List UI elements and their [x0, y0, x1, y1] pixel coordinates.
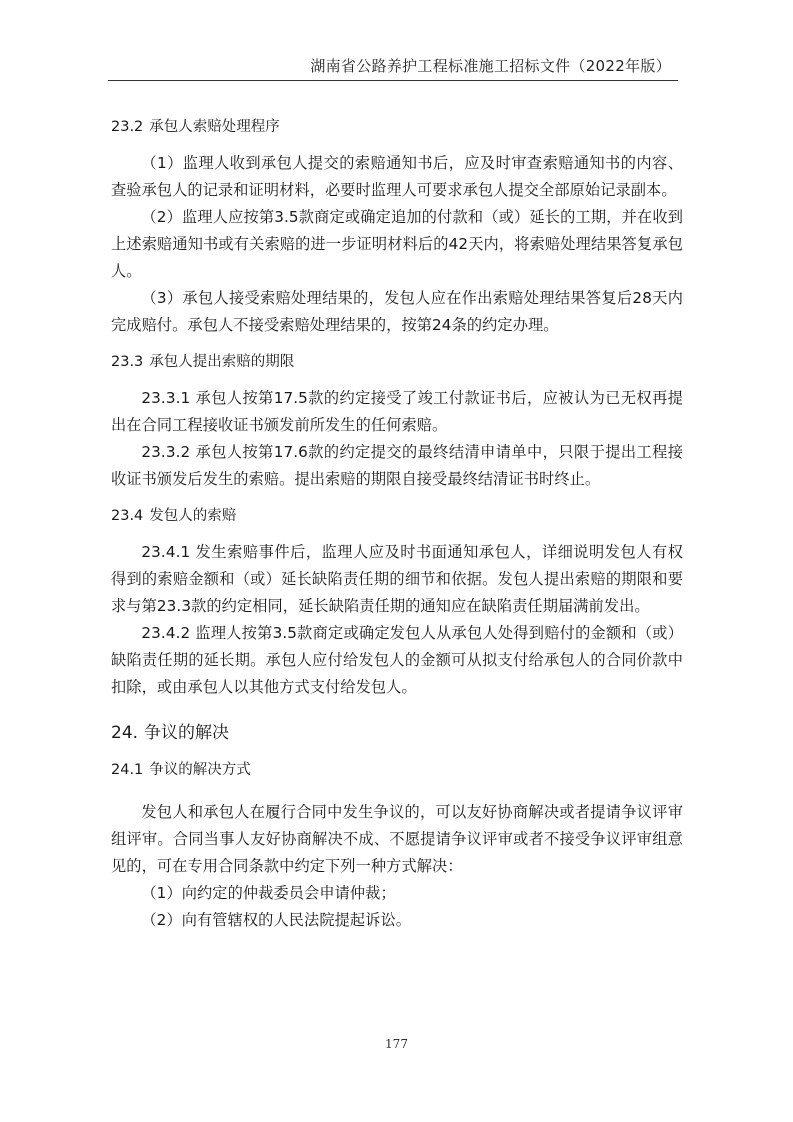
section-heading-23-3 — [111, 345, 683, 379]
chapter-heading-24 — [111, 713, 683, 753]
header-divider — [108, 80, 678, 81]
section-number: 23.3 — [111, 354, 144, 370]
page-content — [111, 110, 683, 934]
list-item: （1）向约定的仲裁委员会申请仲裁； — [141, 884, 396, 902]
section-number: 24.1 — [111, 762, 144, 778]
chapter-title: 争议的解决 — [144, 723, 230, 743]
section-title: 争议的解决方式 — [149, 762, 251, 778]
paragraph: （3）承包人接受索赔处理结果的，发包人应在作出索赔处理结果答复后28天内完成赔付。承包人不接受索赔处理结果的，按第24条的约定办理。 — [111, 289, 683, 334]
paragraph: （2）监理人应按第3.5款商定或确定追加的付款和（或）延长的工期，并在收到上述索赔通知书或有关索赔的进一步证明材料后的42天内，将索赔处理结果答复承包人。 — [111, 208, 683, 280]
section-title: 承包人索赔处理程序 — [149, 119, 280, 135]
paragraph: 发包人和承包人在履行合同中发生争议的，可以友好协商解决或者提请争议评审组评审。合同当事人友好协商解决不成、不愿提请争议评审或者不接受争议评审组意见的，可在专用合同条款中约定下列一种方式解决： — [111, 803, 683, 875]
section-heading-23-4 — [111, 499, 683, 533]
header-title: 湖南省公路养护工程标准施工招标文件（2022年版） — [310, 57, 671, 75]
paragraph: 23.4.1 发生索赔事件后，监理人应及时书面通知承包人，详细说明发包人有权得到的索赔金额和（或）延长缺陷责任期的细节和依据。发包人提出索赔的期限和要求与第23.3款的约定相同，延长缺陷责任期的通知应在缺陷责任期届满前发出。 — [111, 543, 683, 615]
chapter-number: 24. — [111, 723, 139, 743]
page-number: 177 — [385, 1037, 408, 1051]
section-heading-23-2 — [111, 110, 683, 144]
section-title: 承包人提出索赔的期限 — [149, 354, 295, 370]
list-item: （2）向有管辖权的人民法院提起诉讼。 — [141, 911, 412, 929]
paragraph: 23.3.1 承包人按第17.5款的约定接受了竣工付款证书后，应被认为已无权再提出在合同工程接收证书颁发前所发生的任何索赔。 — [111, 389, 683, 434]
paragraph: （1）监理人收到承包人提交的索赔通知书后，应及时审查索赔通知书的内容、查验承包人的记录和证明材料，必要时监理人可要求承包人提交全部原始记录副本。 — [111, 154, 683, 199]
paragraph: 23.3.2 承包人按第17.6款的约定提交的最终结清申请单中，只限于提出工程接收证书颁发后发生的索赔。提出索赔的期限自接受最终结清证书时终止。 — [111, 443, 683, 488]
section-number: 23.4 — [111, 508, 144, 524]
paragraph: 23.4.2 监理人按第3.5款商定或确定发包人从承包人处得到赔付的金额和（或）缺陷责任期的延长期。承包人应付给发包人的金额可从拟支付给承包人的合同价款中扣除，或由承包人以其他方式支付给发包人。 — [111, 624, 683, 696]
section-heading-24-1 — [111, 753, 683, 787]
section-title: 发包人的索赔 — [149, 508, 237, 524]
section-number: 23.2 — [111, 119, 144, 135]
